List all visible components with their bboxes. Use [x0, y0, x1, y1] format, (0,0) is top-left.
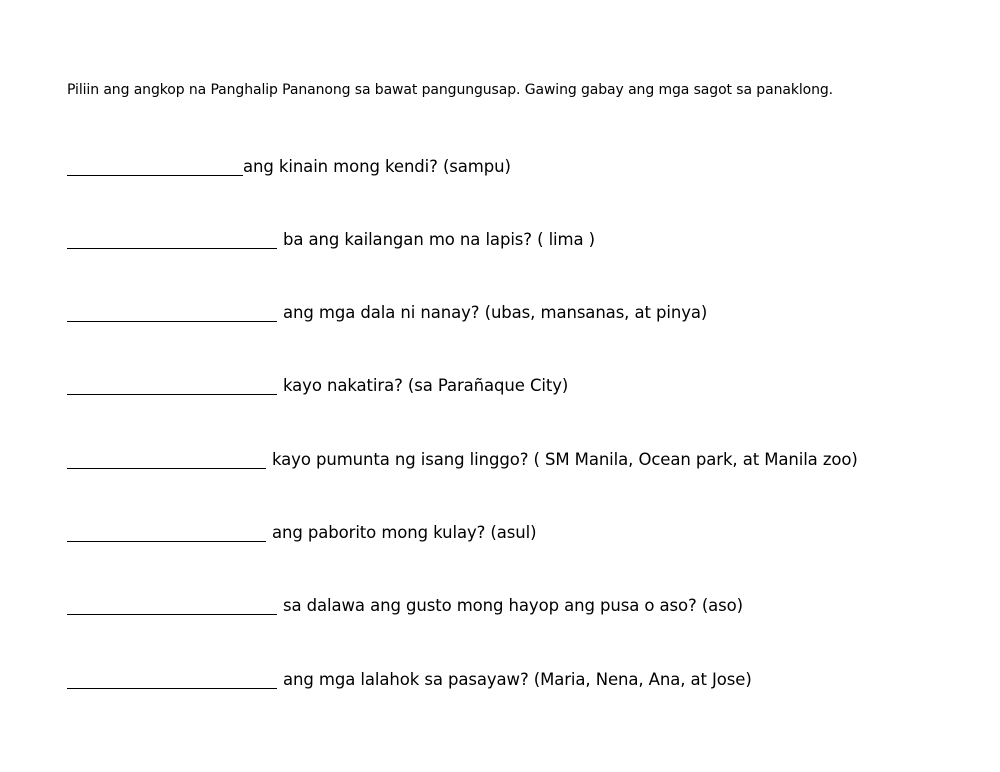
question-text: ang paborito mong kulay? (asul)	[272, 523, 537, 542]
instruction-text: Piliin ang angkop na Panghalip Pananong sa bawat pangungusap. Gawing gabay ang mga sagot sa panaklong.	[67, 82, 833, 98]
question-item-5	[67, 445, 858, 469]
answer-blank[interactable]	[67, 670, 277, 689]
answer-blank[interactable]	[67, 523, 266, 542]
question-item-4	[67, 371, 568, 395]
question-item-3	[67, 298, 707, 322]
question-item-8	[67, 665, 752, 689]
question-item-7	[67, 591, 743, 615]
answer-blank[interactable]	[67, 450, 266, 469]
question-text: ba ang kailangan mo na lapis? ( lima )	[283, 230, 596, 249]
answer-blank[interactable]	[67, 596, 277, 615]
question-text: kayo pumunta ng isang linggo? ( SM Manila, Ocean park, at Manila zoo)	[272, 450, 858, 469]
answer-blank[interactable]	[67, 303, 277, 322]
question-text: ang kinain mong kendi? (sampu)	[243, 157, 511, 176]
answer-blank[interactable]	[67, 376, 277, 395]
question-item-1	[67, 152, 511, 176]
answer-blank[interactable]	[67, 230, 277, 249]
question-item-2	[67, 225, 595, 249]
question-text: kayo nakatira? (sa Parañaque City)	[283, 376, 569, 395]
question-text: ang mga dala ni nanay? (ubas, mansanas, at pinya)	[283, 303, 708, 322]
question-text: ang mga lalahok sa pasayaw? (Maria, Nena, Ana, at Jose)	[283, 670, 752, 689]
answer-blank[interactable]	[67, 157, 243, 176]
question-item-6	[67, 518, 536, 542]
question-text: sa dalawa ang gusto mong hayop ang pusa o aso? (aso)	[283, 596, 743, 615]
